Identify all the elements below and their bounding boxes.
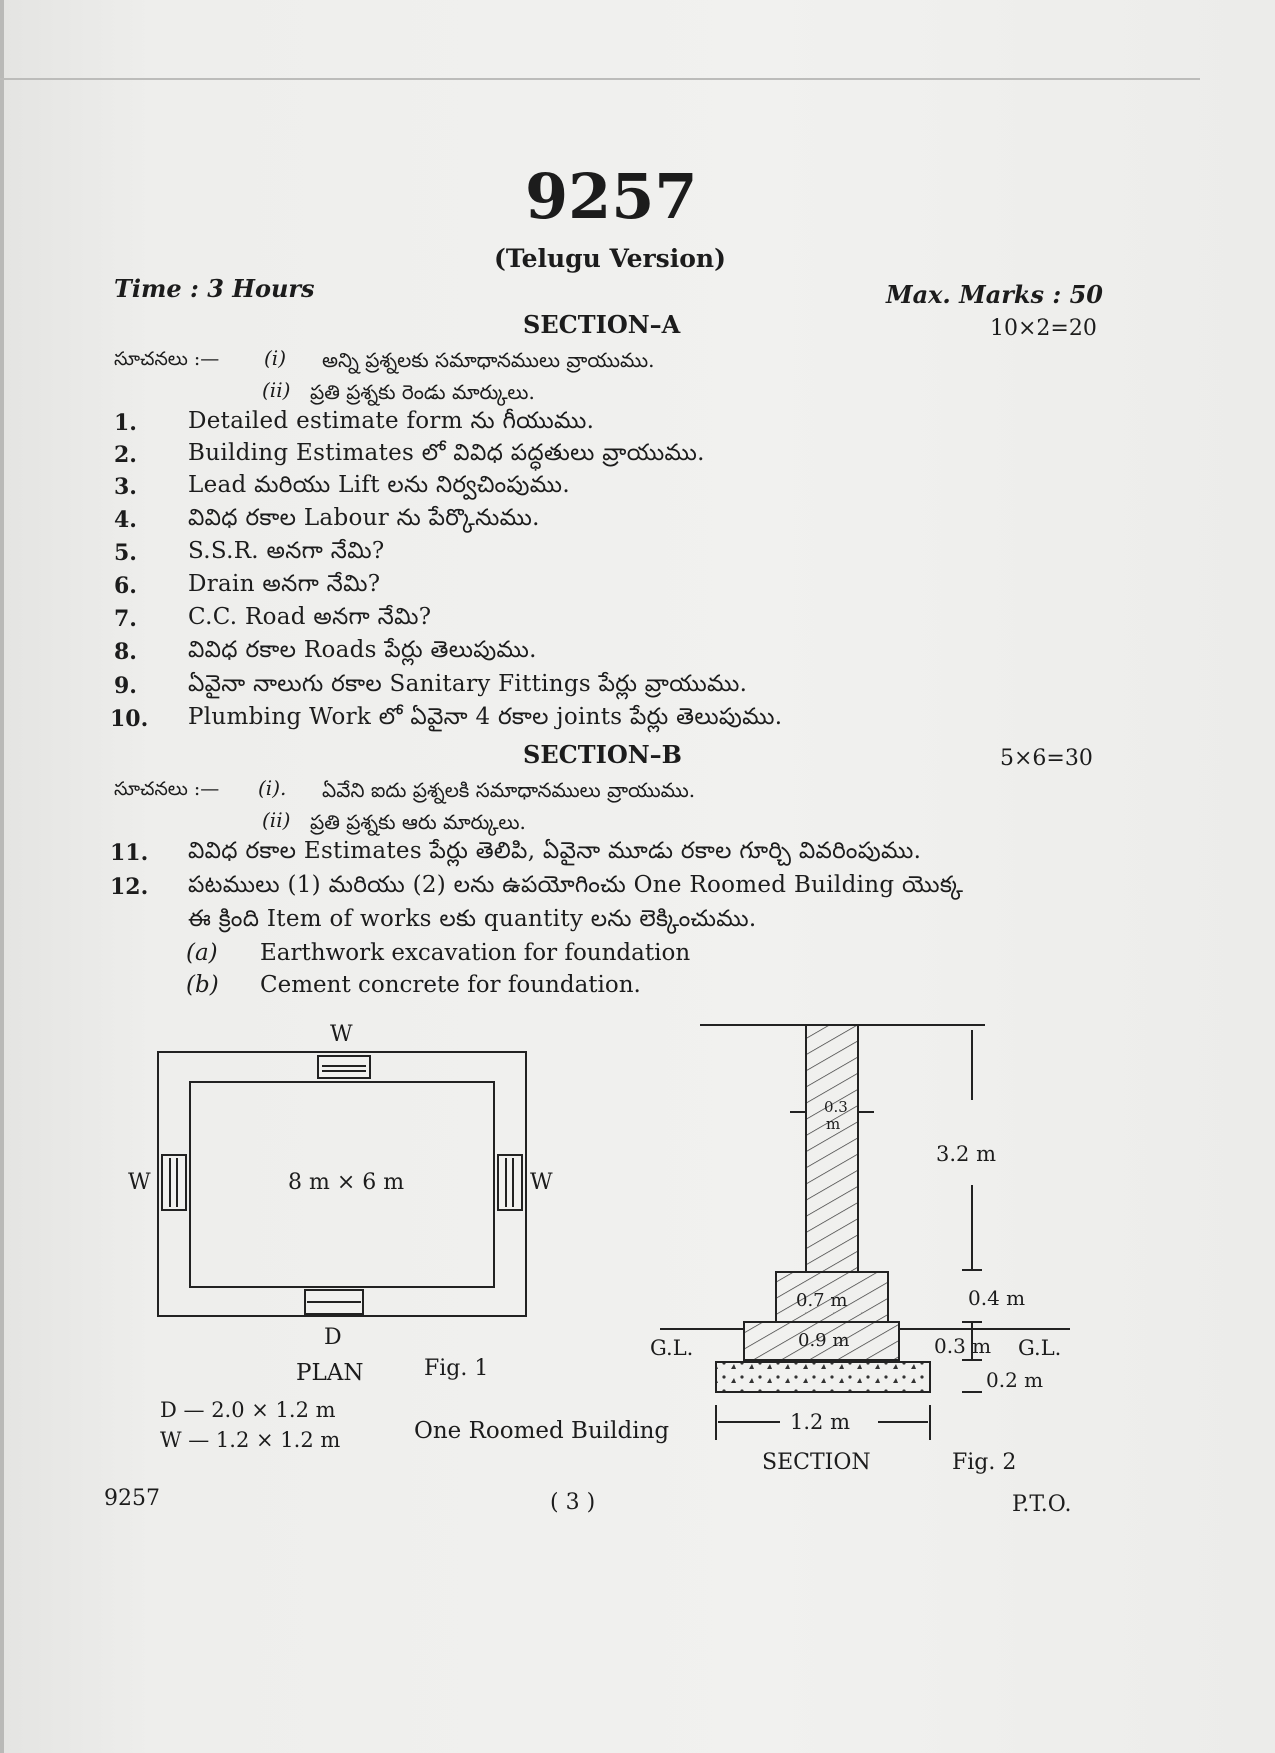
question-text: పటములు (1) మరియు (2) లను ఉపయోగించు One Roomed Building యొక్క bbox=[188, 872, 964, 898]
question-text: ఈ క్రింది Item of works లకు quantity లను లెక్కించుము. bbox=[188, 906, 757, 932]
time-label: Time : 3 Hours bbox=[114, 274, 315, 303]
fig1-label: Fig. 1 bbox=[424, 1356, 489, 1381]
footing-upper-height: 0.4 m bbox=[968, 1286, 1026, 1310]
question-number: 6. bbox=[114, 573, 137, 599]
sub-question-text: Earthwork excavation for foundation bbox=[260, 940, 691, 966]
question-text: Plumbing Work లో ఏవైనా 4 రకాల joints పేర్లు తెలుపుము. bbox=[188, 704, 783, 730]
question-number: 8. bbox=[114, 639, 137, 665]
footing-upper-width: 0.7 m bbox=[796, 1290, 848, 1311]
section-b-title: SECTION–B bbox=[523, 740, 682, 769]
sub-question-label: (a) bbox=[186, 940, 218, 966]
fig2-label: Fig. 2 bbox=[952, 1450, 1017, 1475]
pcc-height-label: 0.2 m bbox=[986, 1368, 1044, 1392]
question-text: S.S.R. అనగా నేమి? bbox=[188, 538, 385, 564]
section-b-instructions-label: సూచనలు :— bbox=[114, 778, 220, 800]
footing-lower-width: 0.9 m bbox=[798, 1330, 850, 1351]
question-text: వివిధ రకాల Estimates పేర్లు తెలిపి, ఏవైనా మూడు రకాల గూర్చి వివరింపుము. bbox=[188, 838, 922, 864]
wall-height-label: 3.2 m bbox=[936, 1142, 996, 1166]
question-number: 9. bbox=[114, 673, 137, 699]
page-number: ( 3 ) bbox=[550, 1490, 596, 1515]
question-text: ఏవైనా నాలుగు రకాల Sanitary Fittings పేర్లు వ్రాయుము. bbox=[188, 671, 748, 697]
fig1-caption: One Roomed Building bbox=[414, 1418, 670, 1444]
question-text: వివిధ రకాల Roads పేర్లు తెలుపుము. bbox=[188, 637, 537, 663]
wall-thickness-unit: m bbox=[826, 1115, 841, 1133]
section-b-instruction-num: (ii) bbox=[262, 808, 291, 832]
section-title: SECTION bbox=[762, 1450, 871, 1475]
sub-question-label: (b) bbox=[186, 972, 219, 998]
section-wall bbox=[806, 1025, 858, 1272]
plan-room-size: 8 m × 6 m bbox=[288, 1170, 405, 1195]
question-number: 11. bbox=[110, 840, 149, 866]
question-number: 12. bbox=[110, 874, 149, 900]
section-a-instruction-num: (ii) bbox=[262, 378, 291, 402]
wall-thickness-value: 0.3 bbox=[824, 1098, 848, 1116]
question-number: 2. bbox=[114, 442, 137, 468]
window-left-symbol bbox=[162, 1155, 186, 1210]
section-b-instruction-text: ప్రతి ప్రశ్నకు ఆరు మార్కులు. bbox=[310, 810, 526, 834]
max-marks-label: Max. Marks : 50 bbox=[886, 280, 1104, 309]
question-number: 7. bbox=[114, 606, 137, 632]
paper-code: 9257 bbox=[525, 160, 698, 233]
plan-title: PLAN bbox=[296, 1360, 364, 1386]
plan-window-top-label: W bbox=[330, 1022, 353, 1047]
section-a-instruction-text: ప్రతి ప్రశ్నకు రెండు మార్కులు. bbox=[310, 380, 535, 404]
question-text: Lead మరియు Lift లను నిర్వచింపుము. bbox=[188, 472, 570, 498]
section-b-instruction-num: (i). bbox=[258, 776, 287, 800]
ground-level-right-label: G.L. bbox=[1018, 1336, 1062, 1360]
section-pcc-bed bbox=[716, 1362, 930, 1392]
ground-level-left-label: G.L. bbox=[650, 1336, 694, 1360]
section-a-instruction-text: అన్ని ప్రశ్నలకు సమాధానములు వ్రాయుము. bbox=[322, 348, 655, 372]
question-text: Drain అనగా నేమి? bbox=[188, 571, 381, 597]
question-text: Building Estimates లో వివిధ పద్ధతులు వ్రాయుము. bbox=[188, 440, 705, 466]
question-number: 4. bbox=[114, 507, 137, 533]
footer-code: 9257 bbox=[104, 1486, 160, 1511]
question-number: 5. bbox=[114, 540, 137, 566]
sub-question-text: Cement concrete for foundation. bbox=[260, 972, 641, 998]
question-text: C.C. Road అనగా నేమి? bbox=[188, 604, 432, 630]
footing-lower-height: 0.3 m bbox=[934, 1334, 992, 1358]
door-size: D — 2.0 × 1.2 m bbox=[160, 1398, 336, 1422]
question-number: 1. bbox=[114, 410, 137, 436]
base-width-label: 1.2 m bbox=[790, 1410, 850, 1434]
question-number: 10. bbox=[110, 706, 149, 732]
window-right-symbol bbox=[498, 1155, 522, 1210]
section-b-instruction-text: ఏవేని ఐదు ప్రశ్నలకి సమాధానములు వ్రాయుము. bbox=[322, 778, 696, 802]
window-size: W — 1.2 × 1.2 m bbox=[160, 1428, 341, 1452]
section-b-marks: 5×6=30 bbox=[1000, 746, 1093, 771]
section-a-title: SECTION–A bbox=[523, 310, 681, 339]
question-text: Detailed estimate form ను గీయుము. bbox=[188, 408, 595, 434]
plan-window-left-label: W bbox=[128, 1170, 151, 1195]
plan-door-label: D bbox=[324, 1325, 342, 1350]
pto-label: P.T.O. bbox=[1012, 1492, 1072, 1517]
version-label: (Telugu Version) bbox=[494, 244, 726, 273]
section-a-instructions-label: సూచనలు :— bbox=[114, 348, 220, 370]
question-number: 3. bbox=[114, 474, 137, 500]
plan-window-right-label: W bbox=[530, 1170, 553, 1195]
section-a-marks: 10×2=20 bbox=[990, 316, 1097, 341]
question-text: వివిధ రకాల Labour ను పేర్కొనుము. bbox=[188, 505, 540, 531]
section-a-instruction-num: (i) bbox=[264, 346, 287, 370]
